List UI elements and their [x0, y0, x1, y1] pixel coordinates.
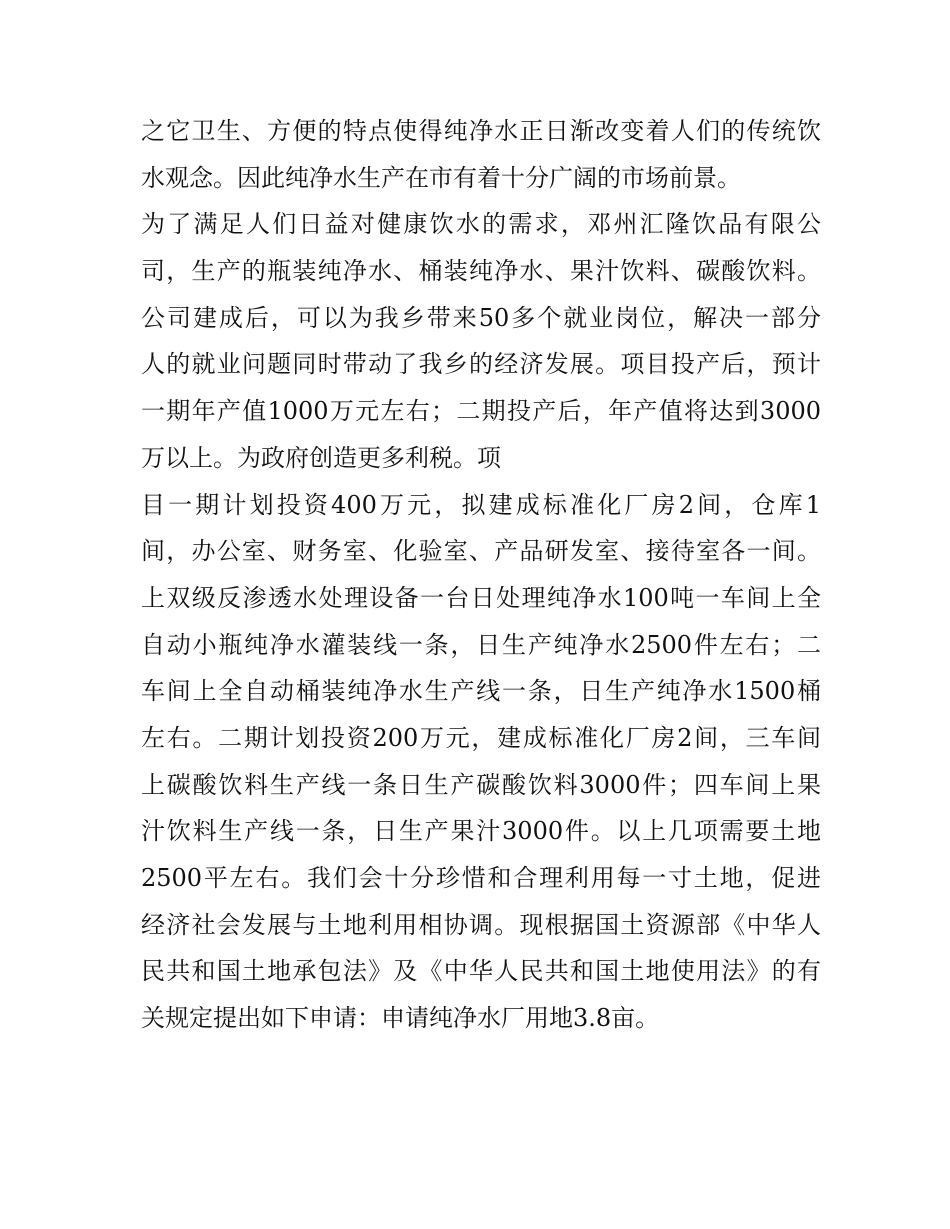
text-line: 民共和国土地承包法》及《中华人民共和国土地使用法》的有 [141, 957, 821, 986]
text-line: 水观念。因此纯净水生产在市有着十分广阔的市场前景。 [141, 163, 741, 192]
text-line: 间，办公室、财务室、化验室、产品研发室、接待室各一间。 [141, 537, 821, 566]
body-text [141, 108, 821, 1042]
text-line: 车间上全自动桶装纯净水生产线一条，日生产纯净水1500桶 [141, 677, 821, 706]
text-line: 2500平左右。我们会十分珍惜和合理利用每一寸土地，促进 [141, 864, 821, 892]
text-line: 经济社会发展与土地利用相协调。现根据国土资源部《中华人 [141, 910, 821, 939]
text-line: 一期年产值1000万元左右；二期投产后，年产值将达到3000 [141, 397, 821, 426]
text-line: 之它卫生、方便的特点使得纯净水正日渐改变着人们的传统饮 [141, 117, 821, 145]
text-line: 汁饮料生产线一条，日生产果汁3000件。以上几项需要土地 [141, 817, 821, 846]
text-line: 上双级反渗透水处理设备一台日处理纯净水100吨一车间上全 [141, 583, 821, 612]
text-line: 上碳酸饮料生产线一条日生产碳酸饮料3000件；四车间上果 [141, 770, 821, 799]
text-line: 左右。二期计划投资200万元，建成标准化厂房2间，三车间 [141, 723, 821, 752]
text-line: 司，生产的瓶装纯净水、桶装纯净水、果汁饮料、碳酸饮料。 [141, 257, 821, 286]
text-line: 万以上。为政府创造更多利税。项 [141, 443, 501, 472]
text-line: 关规定提出如下申请：申请纯净水厂用地3.8亩。 [141, 1004, 660, 1033]
text-line: 人的就业问题同时带动了我乡的经济发展。项目投产后，预计 [141, 350, 821, 379]
text-line: 目一期计划投资400万元，拟建成标准化厂房2间，仓库1 [141, 490, 821, 519]
text-line: 为了满足人们日益对健康饮水的需求，邓州汇隆饮品有限公 [141, 210, 821, 239]
text-line: 自动小瓶纯净水灌装线一条，日生产纯净水2500件左右；二 [141, 630, 821, 659]
text-line: 公司建成后，可以为我乡带来50多个就业岗位，解决一部分 [141, 303, 821, 332]
